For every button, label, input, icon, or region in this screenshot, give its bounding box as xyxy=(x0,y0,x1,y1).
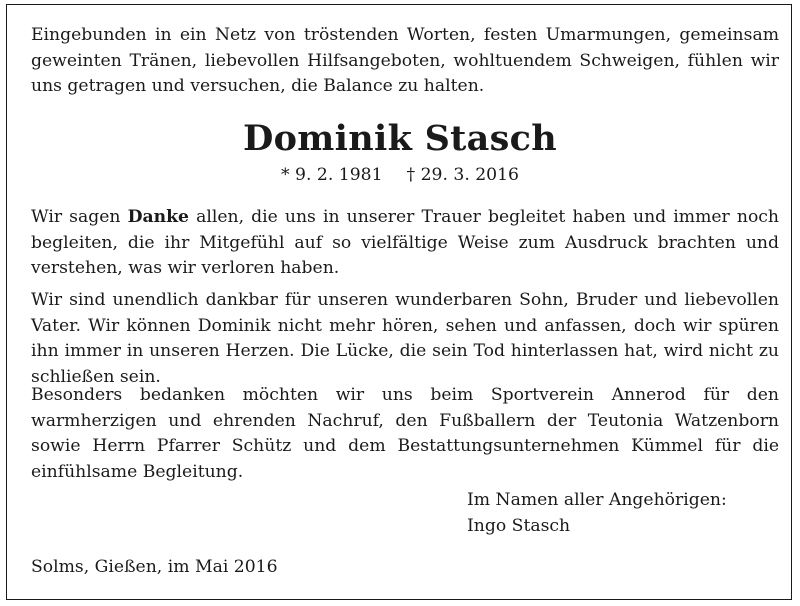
signature-line-1: Im Namen aller Angehörigen: xyxy=(467,490,727,510)
obituary-notice xyxy=(6,4,792,600)
place-and-date: Solms, Gießen, im Mai 2016 xyxy=(31,557,278,577)
special-thanks-paragraph: Besonders bedanken möchten wir uns beim Sportverein Annerod für den warmherzigen und ehrenden Nachruf, den Fußballern der Teutonia Watzenborn sowie Herrn Pfarrer Schütz und dem Bestattungsunternehmen Kümmel für die einfühlsame Begleitung. xyxy=(31,385,779,482)
thanks-prefix: Wir sagen xyxy=(31,207,128,227)
life-dates xyxy=(7,164,793,186)
death-date: † 29. 3. 2016 xyxy=(406,165,519,185)
signature-name: Ingo Stasch xyxy=(467,515,571,536)
son-paragraph: Wir sind unendlich dankbar für unseren wunderbaren Sohn, Bruder und liebevollen Vater. Wir können Dominik nicht mehr hören, sehen und anfassen, doch wir spüren ihn immer in unseren Herzen. Die Lücke, die sein Tod hinterlassen hat, wird nicht zu schließen sein. xyxy=(31,290,779,387)
signature-block xyxy=(467,488,727,539)
thanks-text: allen, die uns in unserer Trauer begleitet haben und immer noch begleiten, die ihr Mitgefühl auf so vielfältige Weise zum Ausdruck brachten und verstehen, was wir verloren haben. xyxy=(31,207,779,278)
deceased-name: Dominik Stasch xyxy=(243,118,557,159)
intro-paragraph: Eingebunden in ein Netz von tröstenden Worten, festen Umarmungen, gemeinsam geweinten Tränen, liebevollen Hilfsangeboten, wohltuendem Schweigen, fühlen wir uns getragen und versuchen, die Balance zu halten. xyxy=(31,25,779,96)
thanks-emphasis: Danke xyxy=(127,207,189,227)
birth-date: * 9. 2. 1981 xyxy=(281,165,383,185)
thanks-paragraph xyxy=(31,205,779,282)
